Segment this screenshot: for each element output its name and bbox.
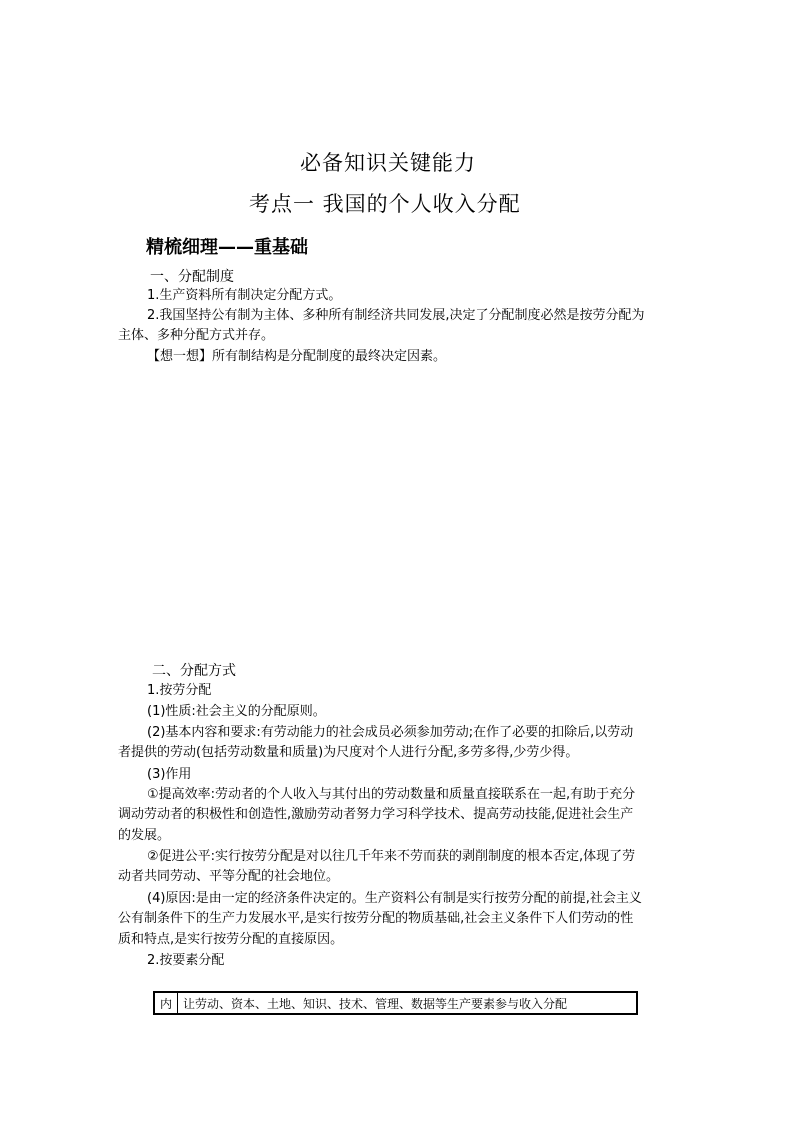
main-title: 必备知识关键能力 [300, 151, 476, 175]
part2-nature: (1)性质:社会主义的分配原则。 [147, 704, 326, 719]
factor-distribution-table [153, 991, 638, 1015]
part1-p2-line1: 2.我国坚持公有制为主体、多种所有制经济共同发展,决定了分配制度必然是按劳分配为 [147, 308, 645, 323]
table-cell-content: 让劳动、资本、土地、知识、技术、管理、数据等生产要素参与收入分配 [183, 996, 568, 1011]
part2-eff2-line1: ②促进公平:实行按劳分配是对以往几千年来不劳而获的剥削制度的根本否定,体现了劳 [147, 849, 636, 864]
part2-reason-line2: 公有制条件下的生产力发展水平,是实行按劳分配的物质基础,社会主义条件下人们劳动的性 [118, 911, 634, 926]
part2-heading: 二、分配方式 [152, 663, 236, 679]
part1-think: 【想一想】所有制结构是分配制度的最终决定因素。 [147, 349, 447, 364]
part2-eff1-line1: ①提高效率:劳动者的个人收入与其付出的劳动数量和质量直接联系在一起,有助于充分 [147, 787, 636, 802]
part1-heading: 一、分配制度 [150, 269, 234, 285]
part1-p1: 1.生产资料所有制决定分配方式。 [147, 288, 342, 303]
part2-reason-line3: 质和特点,是实行按劳分配的直接原因。 [118, 932, 344, 947]
part2-eff2-line2: 动者共同劳动、平等分配的社会地位。 [118, 869, 340, 884]
table-cell-label: 内 [155, 993, 178, 1013]
part2-reason-line1: (4)原因:是由一定的经济条件决定的。生产资料公有制是实行按劳分配的前提,社会主义 [147, 891, 642, 906]
part2-sub2: 2.按要素分配 [147, 953, 225, 968]
part1-p2-line2: 主体、多种分配方式并存。 [118, 328, 275, 343]
part2-effect: (3)作用 [147, 767, 192, 782]
part2-content-line2: 者提供的劳动(包括劳动数量和质量)为尺度对个人进行分配,多劳多得,少劳少得。 [118, 745, 579, 760]
section-heading: 精梳细理——重基础 [146, 237, 308, 258]
part2-eff1-line2: 调动劳动者的积极性和创造性,激励劳动者努力学习科学技术、提高劳动技能,促进社会生产 [118, 807, 634, 822]
sub-title: 考点一 我国的个人收入分配 [249, 192, 521, 216]
part2-sub1: 1.按劳分配 [147, 683, 212, 698]
part2-content-line1: (2)基本内容和要求:有劳动能力的社会成员必须参加劳动;在作了必要的扣除后,以劳动 [147, 725, 634, 740]
part2-eff1-line3: 的发展。 [118, 828, 171, 843]
